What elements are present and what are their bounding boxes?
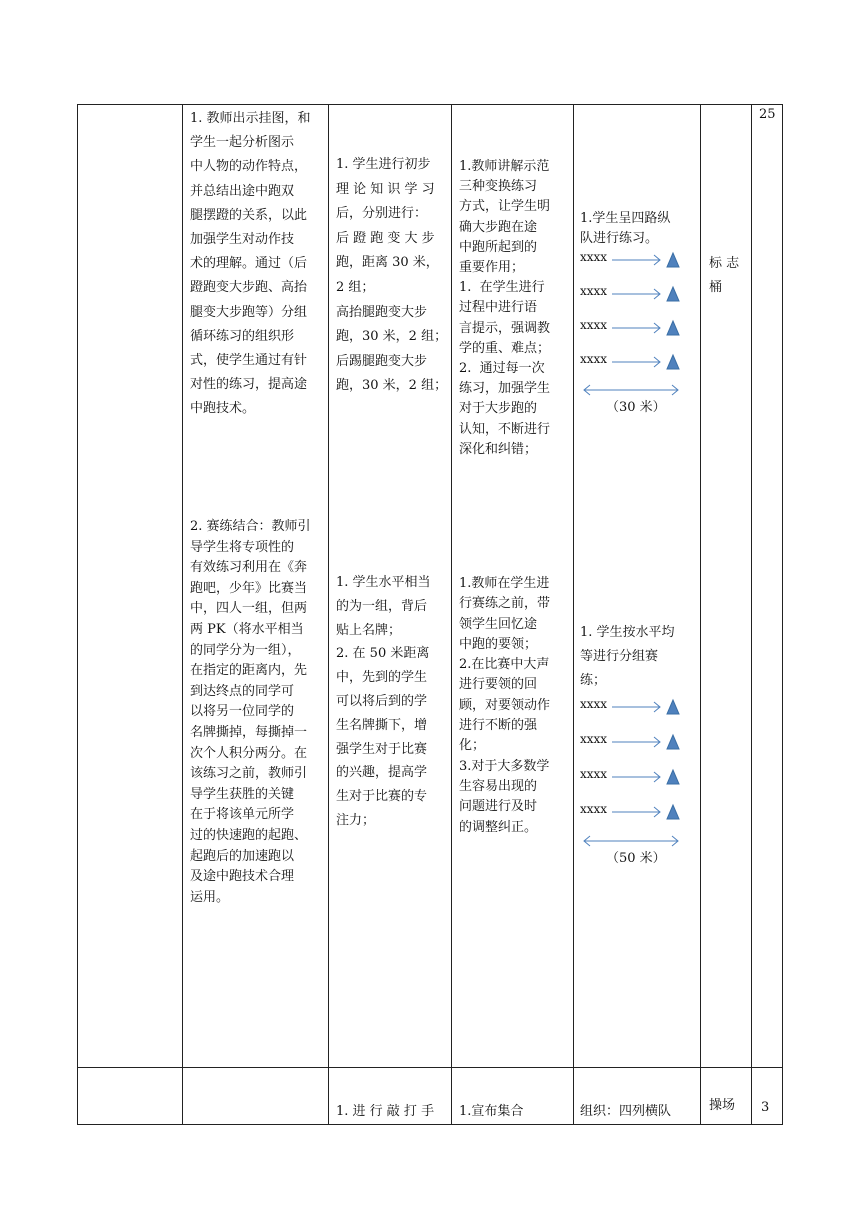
- run-arrow-icon: [580, 318, 690, 338]
- text-line: 理 论 知 识 学 习: [336, 181, 435, 197]
- section1-teaching-method: [459, 157, 550, 460]
- text-line: 贴上名牌；: [336, 622, 402, 638]
- text-line: 高抬腿跑变大步: [336, 304, 428, 320]
- text-line: 1. 在学生进行: [459, 280, 545, 296]
- row-label: xxxx: [580, 352, 608, 366]
- text-line: 该练习之前，教师引: [190, 766, 308, 782]
- text-line: 过程中进行语: [459, 300, 538, 316]
- text-line: 跑吧，少年》比赛当: [190, 580, 308, 596]
- text-line: 导学生获胜的关键: [190, 786, 295, 802]
- text-line: 后，分别进行：: [336, 206, 428, 222]
- text-line: 中人物的动作特点，: [190, 159, 308, 175]
- text-line: 练习，加强学生: [459, 381, 551, 397]
- text-line: 进行要领的回: [459, 677, 538, 693]
- text-line: 2.在比赛中大声: [459, 657, 550, 673]
- text-line: 2. 通过每一次: [459, 361, 545, 377]
- run-arrow-icon: [580, 697, 690, 717]
- text-line: 三种变换练习: [459, 179, 538, 195]
- text-line: 对于大步跑的: [459, 401, 538, 417]
- text-line: 1.教师在学生进: [459, 576, 550, 591]
- text-line: 学的重、难点；: [459, 340, 551, 356]
- text-line: 2. 赛练结合：教师引: [190, 519, 311, 534]
- text-line: 跑，距离 30 米，: [336, 255, 439, 271]
- text-line: 的同学分为一组），: [190, 642, 301, 658]
- text-line: 等进行分组赛: [580, 649, 659, 664]
- run-arrow-icon: [580, 802, 690, 822]
- text-line: 在于将该单元所学: [190, 807, 295, 823]
- text-line: 1. 教师出示挂图，和: [190, 111, 311, 126]
- text-line: 导学生将专项性的: [190, 539, 295, 555]
- section1-organization: [580, 209, 670, 249]
- row-label: xxxx: [580, 697, 608, 711]
- col-border-3: [451, 104, 452, 1125]
- col-border-5: [700, 104, 701, 1125]
- text-line: 加强学生对动作技: [190, 232, 295, 248]
- text-line: 1. 学生进行初步: [336, 157, 431, 172]
- text-line: 腿变大步跑等）分组: [190, 304, 308, 320]
- section1-student-activity: [336, 153, 447, 399]
- text-line: 注力；: [336, 812, 376, 828]
- text-line: 问题进行及时: [459, 799, 538, 815]
- section3-location: 操场: [709, 1098, 736, 1113]
- run-arrow-icon: [580, 767, 690, 787]
- col-border-7: [782, 104, 783, 1125]
- text-line: 循环练习的组织形: [190, 328, 295, 344]
- run-arrow-icon: [580, 250, 690, 270]
- text-line: 中，先到的学生: [336, 670, 428, 686]
- text-line: 生容易出现的: [459, 778, 538, 794]
- row-label: xxxx: [580, 318, 608, 332]
- section2-teaching-method: [459, 574, 550, 838]
- text-line: 中跑技术。: [190, 401, 256, 417]
- col-border-1: [182, 104, 183, 1125]
- marker-cone-icon: [667, 355, 679, 369]
- text-line: 在指定的距离内，先: [190, 663, 308, 679]
- text-line: 蹬跑变大步跑、高抬: [190, 280, 308, 296]
- text-line: 名牌撕掉，每撕掉一: [190, 724, 308, 740]
- text-line: 后 蹬 跑 变 大 步: [336, 230, 435, 246]
- text-line: 2. 在 50 米距离: [336, 646, 430, 662]
- text-line: 顾，对要领动作: [459, 697, 551, 713]
- section3-time: 3: [761, 1100, 770, 1115]
- text-line: 中跑的要领；: [459, 636, 538, 652]
- text-line: 以将另一位同学的: [190, 704, 295, 720]
- section2-organization: [580, 621, 675, 693]
- text-line: 1.学生呈四路纵: [580, 211, 671, 226]
- text-line: 中，四人一组，但两: [190, 601, 308, 617]
- text-line: 式，使学生通过有针: [190, 353, 308, 369]
- text-line: 1. 学生水平相当: [336, 575, 431, 590]
- row-label: xxxx: [580, 732, 608, 746]
- marker-cone-icon: [667, 287, 679, 301]
- section3-organization: 组织：四列横队: [580, 1104, 672, 1119]
- row-label: xxxx: [580, 767, 608, 781]
- text-line: 方式，让学生明: [459, 199, 551, 215]
- text-line: 学生一起分析图示: [190, 135, 295, 151]
- text-line: 桶: [709, 280, 723, 295]
- col-border-2: [328, 104, 329, 1125]
- text-line: 对性的练习，提高途: [190, 377, 308, 393]
- section1-teacher-content: [190, 107, 311, 422]
- section3-student-activity: 1. 进 行 敲 打 手: [336, 1104, 435, 1119]
- marker-cone-icon: [667, 770, 679, 784]
- text-line: 言提示，强调教: [459, 320, 551, 336]
- distance-label: （50 米）: [606, 851, 666, 866]
- run-arrow-icon: [580, 352, 690, 372]
- marker-cone-icon: [667, 321, 679, 335]
- col-border-4: [573, 104, 574, 1125]
- text-line: 认知，不断进行: [459, 421, 551, 437]
- text-line: 的为一组，背后: [336, 598, 428, 614]
- text-line: 2 组；: [336, 279, 375, 295]
- text-line: 领学生回忆途: [459, 616, 538, 632]
- text-line: 练；: [580, 673, 607, 688]
- text-line: 队进行练习。: [580, 231, 659, 246]
- text-line: 进行不断的强: [459, 718, 538, 734]
- col-border-0: [77, 104, 78, 1125]
- text-line: 重要作用；: [459, 260, 525, 276]
- section1-equipment: [709, 252, 739, 300]
- marker-cone-icon: [667, 253, 679, 267]
- section1-time: 25: [759, 107, 776, 122]
- text-line: 生对于比赛的专: [336, 789, 428, 805]
- text-line: 术的理解。通过（后: [190, 256, 308, 272]
- text-line: 深化和纠错；: [459, 441, 538, 457]
- marker-cone-icon: [667, 805, 679, 819]
- text-line: 跑，30 米，2 组；: [336, 378, 448, 394]
- section2-teacher-content: [190, 517, 311, 908]
- col-border-6: [751, 104, 752, 1125]
- text-line: 次个人积分两分。在: [190, 745, 308, 761]
- text-line: 的兴趣，提高学: [336, 765, 428, 781]
- text-line: 及途中跑技术合理: [190, 869, 295, 885]
- run-arrow-icon: [580, 732, 690, 752]
- text-line: 后踢腿跑变大步: [336, 353, 428, 369]
- row-label: xxxx: [580, 250, 608, 264]
- text-line: 过的快速跑的起跑、: [190, 827, 308, 843]
- text-line: 两 PK（将水平相当: [190, 621, 304, 637]
- text-line: 化；: [459, 738, 486, 754]
- marker-cone-icon: [667, 735, 679, 749]
- text-line: 1.教师讲解示范: [459, 159, 550, 174]
- text-line: 可以将后到的学: [336, 693, 428, 709]
- text-line: 腿摆蹬的关系，以此: [190, 207, 308, 223]
- text-line: 标 志: [709, 256, 740, 271]
- text-line: 1. 学生按水平均: [580, 625, 675, 640]
- distance-label: （30 米）: [606, 400, 666, 415]
- text-line: 3.对于大多数学: [459, 758, 550, 774]
- text-line: 行赛练之前，带: [459, 596, 551, 612]
- text-line: 强学生对于比赛: [336, 741, 428, 757]
- row-label: xxxx: [580, 802, 608, 816]
- text-line: 中跑所起到的: [459, 239, 538, 255]
- text-line: 到达终点的同学可: [190, 683, 295, 699]
- text-line: 起跑后的加速跑以: [190, 848, 295, 864]
- run-arrow-icon: [580, 284, 690, 304]
- section2-student-activity: [336, 571, 431, 833]
- text-line: 运用。: [190, 889, 230, 905]
- row-label: xxxx: [580, 284, 608, 298]
- section3-teaching-method: 1.宣布集合: [459, 1104, 524, 1119]
- text-line: 有效练习利用在《奔: [190, 560, 308, 576]
- text-line: 生名牌撕下，增: [336, 717, 428, 733]
- text-line: 确大步跑在途: [459, 219, 538, 235]
- text-line: 并总结出途中跑双: [190, 183, 295, 199]
- text-line: 的调整纠正。: [459, 819, 538, 835]
- marker-cone-icon: [667, 700, 679, 714]
- text-line: 跑，30 米，2 组；: [336, 329, 448, 345]
